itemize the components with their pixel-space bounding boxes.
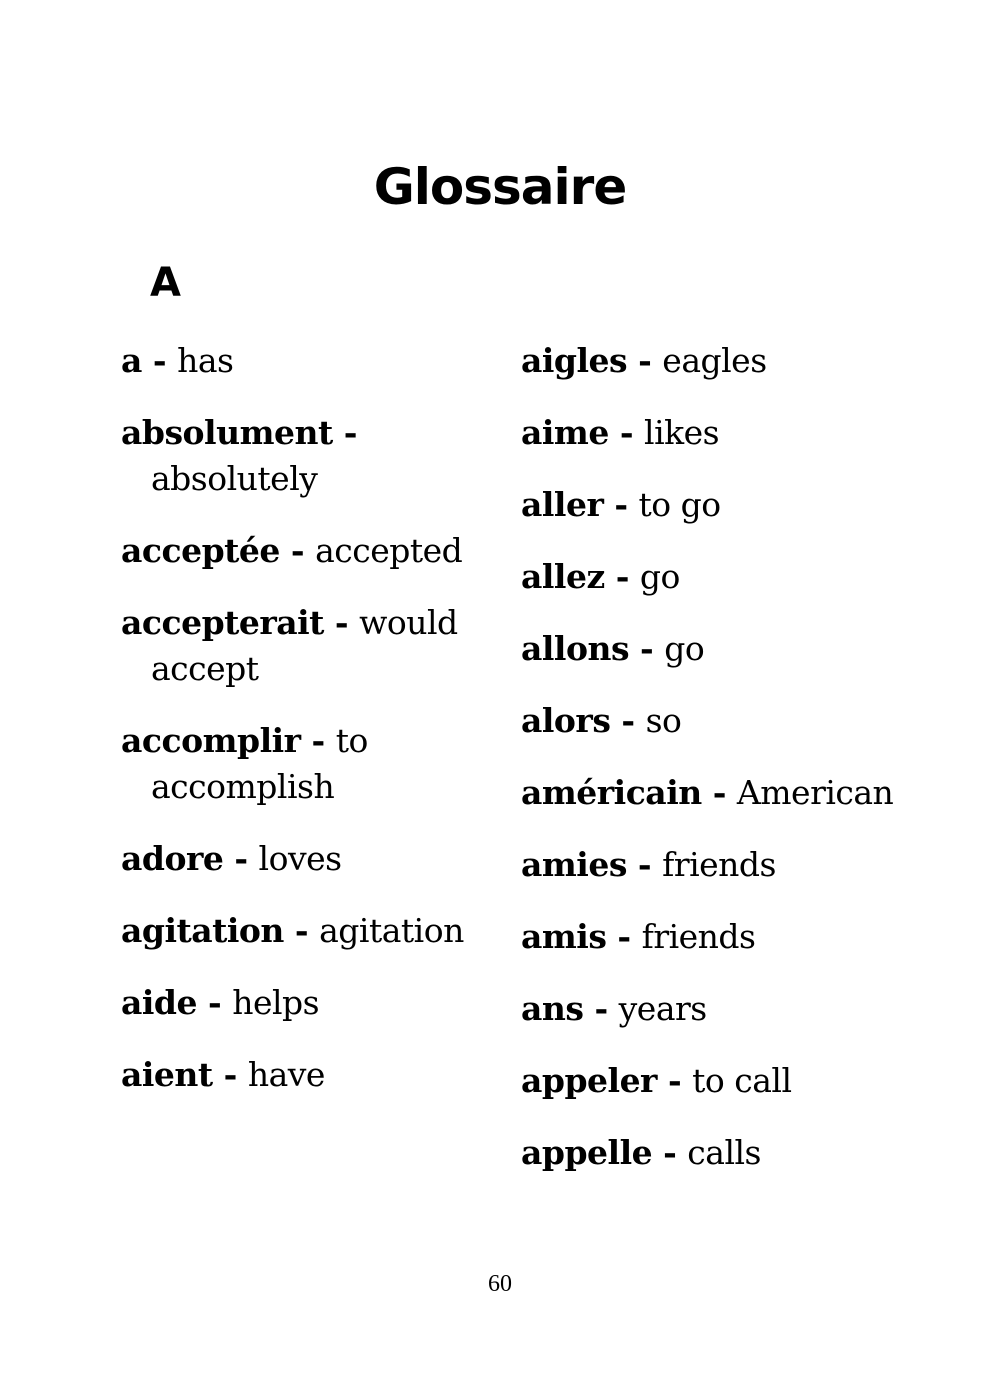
entry-term: adore bbox=[121, 839, 224, 878]
entry-term: absolument bbox=[121, 413, 333, 452]
entry-term: accepterait bbox=[121, 603, 324, 642]
entry-definition: so bbox=[645, 701, 682, 740]
entry-definition: accepted bbox=[315, 531, 463, 570]
page-number: 60 bbox=[488, 1271, 512, 1297]
entry-term: alors bbox=[521, 701, 611, 740]
entry-definition: calls bbox=[687, 1133, 761, 1172]
glossary-entry bbox=[121, 836, 511, 882]
glossary-entry bbox=[521, 1130, 911, 1176]
glossary-entry bbox=[121, 1052, 511, 1098]
glossary-entry bbox=[521, 482, 911, 528]
glossary-entry bbox=[521, 626, 911, 672]
entry-definition: likes bbox=[644, 413, 720, 452]
entry-separator: - bbox=[583, 989, 619, 1028]
entry-separator: - bbox=[606, 917, 642, 956]
entry-term: a bbox=[121, 341, 142, 380]
entry-term: amies bbox=[521, 845, 627, 884]
entry-separator: - bbox=[656, 1061, 693, 1100]
entry-definition: go bbox=[664, 629, 705, 668]
entry-term: aigles bbox=[521, 341, 628, 380]
entry-separator: - bbox=[627, 341, 663, 380]
entry-separator: - bbox=[626, 845, 663, 884]
entry-definition: have bbox=[247, 1055, 325, 1094]
entry-term: ans bbox=[521, 989, 584, 1028]
glossary-entry bbox=[521, 1058, 911, 1104]
entry-definition: agitation bbox=[319, 911, 464, 950]
glossary-entry bbox=[121, 908, 511, 954]
glossary-entry bbox=[521, 698, 911, 744]
entry-separator: - bbox=[610, 701, 646, 740]
glossary-entry bbox=[521, 338, 911, 384]
entry-separator: - bbox=[629, 629, 665, 668]
entry-term: allons bbox=[521, 629, 630, 668]
entry-definition: to go bbox=[638, 485, 721, 524]
entry-definition: helps bbox=[232, 983, 320, 1022]
entry-separator: - bbox=[608, 413, 645, 452]
entry-separator: - bbox=[197, 983, 233, 1022]
glossary-entry bbox=[121, 600, 511, 692]
entry-term: agitation bbox=[121, 911, 284, 950]
entry-definition: go bbox=[639, 557, 680, 596]
glossary-column-left bbox=[121, 338, 511, 1124]
entry-separator: - bbox=[141, 341, 178, 380]
glossary-entry bbox=[521, 914, 911, 960]
entry-separator: - bbox=[652, 1133, 688, 1172]
entry-definition: absolutely bbox=[151, 459, 318, 498]
entry-definition: to call bbox=[692, 1061, 792, 1100]
entry-term: acceptée bbox=[121, 531, 280, 570]
page-title: Glossaire bbox=[373, 158, 627, 216]
entry-term: américain bbox=[521, 773, 702, 812]
glossary-entry bbox=[121, 410, 511, 502]
section-letter: A bbox=[150, 260, 181, 306]
entry-separator: - bbox=[279, 531, 316, 570]
glossary-column-right bbox=[521, 338, 911, 1202]
entry-definition: years bbox=[618, 989, 707, 1028]
entry-term: appelle bbox=[521, 1133, 653, 1172]
glossary-entry bbox=[121, 980, 511, 1026]
glossary-entry bbox=[521, 842, 911, 888]
glossary-entry bbox=[121, 338, 511, 384]
entry-separator: - bbox=[603, 485, 639, 524]
entry-separator: - bbox=[323, 603, 360, 642]
entry-definition: friends bbox=[641, 917, 756, 956]
entry-term: appeler bbox=[521, 1061, 657, 1100]
glossary-entry bbox=[521, 770, 911, 816]
entry-definition: to accomplish bbox=[151, 721, 368, 806]
glossary-entry bbox=[121, 528, 511, 574]
entry-term: accomplir bbox=[121, 721, 301, 760]
entry-definition: would accept bbox=[151, 603, 458, 688]
entry-definition: loves bbox=[258, 839, 342, 878]
entry-definition: American bbox=[736, 773, 894, 812]
entry-definition: has bbox=[177, 341, 234, 380]
glossary-entry bbox=[521, 410, 911, 456]
entry-term: aient bbox=[121, 1055, 213, 1094]
entry-term: amis bbox=[521, 917, 607, 956]
entry-separator: - bbox=[212, 1055, 248, 1094]
entry-term: aime bbox=[521, 413, 609, 452]
entry-separator: - bbox=[604, 557, 640, 596]
entry-separator: - bbox=[283, 911, 320, 950]
entry-separator: - bbox=[223, 839, 259, 878]
entry-definition: eagles bbox=[662, 341, 767, 380]
entry-definition: friends bbox=[662, 845, 776, 884]
entry-term: aller bbox=[521, 485, 604, 524]
entry-separator: - bbox=[332, 413, 357, 452]
glossary-entry bbox=[521, 986, 911, 1032]
glossary-entry bbox=[121, 718, 511, 810]
entry-separator: - bbox=[300, 721, 336, 760]
entry-separator: - bbox=[701, 773, 737, 812]
entry-term: allez bbox=[521, 557, 605, 596]
glossary-entry bbox=[521, 554, 911, 600]
entry-term: aide bbox=[121, 983, 197, 1022]
